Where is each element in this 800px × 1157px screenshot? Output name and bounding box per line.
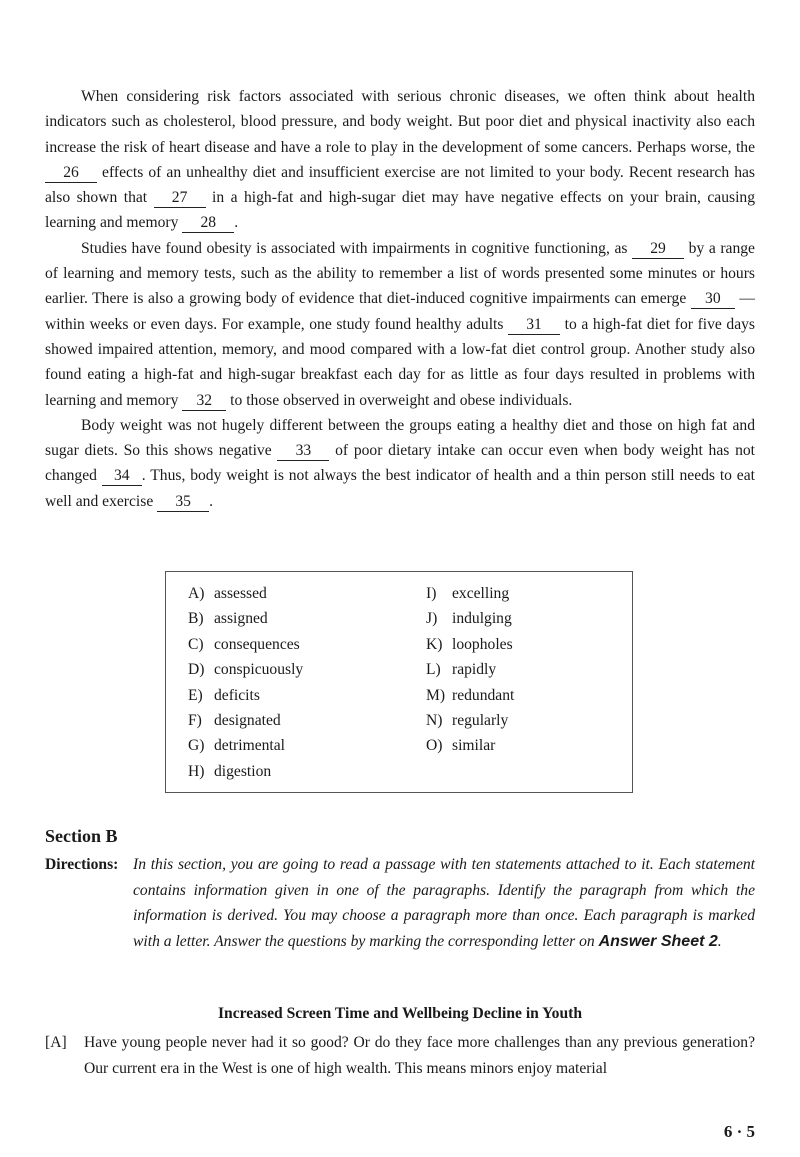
- word-bank: [165, 571, 633, 793]
- word-bank-right-column: [426, 581, 514, 759]
- blank-28[interactable]: 28: [182, 213, 234, 233]
- blank-27[interactable]: 27: [154, 188, 206, 208]
- word-option[interactable]: A) assessed: [188, 585, 267, 602]
- paragraph-a: [45, 1030, 755, 1081]
- word-option[interactable]: F) designated: [188, 712, 281, 730]
- blank-29[interactable]: 29: [632, 239, 684, 259]
- word-option[interactable]: D) conspicuously: [188, 661, 304, 679]
- answer-sheet-reference: Answer Sheet 2: [598, 932, 718, 950]
- paragraph-marker: [A]: [45, 1034, 67, 1051]
- passage-paragraph-3: Body weight was not hugely different between the groups eating a healthy diet and those on high fat and sugar diets. So this shows negative 33 of poor dietary intake can occur even when body weight has not changed 34 . Thus, body weight is not always the best indicator of health and a thin person still needs to eat well and exercise 35 .: [45, 416, 755, 510]
- word-option[interactable]: G) detrimental: [188, 737, 286, 755]
- word-option[interactable]: C) consequences: [188, 635, 300, 653]
- word-option[interactable]: B) assigned: [188, 610, 268, 628]
- blank-35[interactable]: 35: [157, 492, 209, 512]
- word-option[interactable]: H) digestion: [188, 762, 272, 780]
- paragraph-a-text: Have young people never had it so good? Or do they face more challenges than any previous generation? Our current era in the West is one of high wealth. This means minors enjoy material: [84, 1034, 755, 1077]
- passage-paragraph-2: Studies have found obesity is associated with impairments in cognitive functioning, as 29 by a range of learning and memory tests, such as the ability to remember a list of words presented some minutes or hours earlier. There is also a growing body of evidence that diet-induced cognitive impairments can emerge 30 —within weeks or even days. For example, one study found healthy adults 31 to a high-fat diet for five days showed impaired attention, memory, and mood compared with a low-fat diet control group. Another study also found eating a high-fat and high-sugar breakfast each day for as little as four days resulted in problems with learning and memory 32 to those observed in overweight and obese individuals.: [45, 239, 755, 409]
- cloze-passage: [45, 84, 755, 514]
- section-b-directions: [45, 852, 755, 954]
- blank-30[interactable]: 30: [691, 289, 735, 309]
- word-option[interactable]: M) redundant: [426, 686, 515, 704]
- blank-33[interactable]: 33: [277, 441, 329, 461]
- page-number: 6 · 5: [723, 1122, 755, 1141]
- word-option[interactable]: N) regularly: [426, 712, 509, 730]
- blank-34[interactable]: 34: [102, 466, 142, 486]
- passage-paragraph-1: When considering risk factors associated with serious chronic diseases, we often think about health indicators such as cholesterol, blood pressure, and body weight. But poor diet and physical inactivity also each increase the risk of heart disease and have a role to play in the development of some cancers. Perhaps worse, the 26 effects of an unhealthy diet and insufficient exercise are not limited to your body. Recent research has also shown that 27 in a high-fat and high-sugar diet may have negative effects on your brain, causing learning and memory 28 .: [45, 88, 756, 232]
- word-option[interactable]: I) excelling: [426, 585, 510, 602]
- passage-title: Increased Screen Time and Wellbeing Decline in Youth: [217, 1005, 583, 1022]
- word-option[interactable]: O) similar: [426, 737, 496, 755]
- blank-31[interactable]: 31: [508, 315, 560, 335]
- word-option[interactable]: E) deficits: [188, 686, 260, 704]
- directions-label: Directions:: [45, 856, 119, 873]
- word-option[interactable]: J) indulging: [426, 610, 512, 628]
- word-option[interactable]: L) rapidly: [426, 661, 497, 679]
- word-bank-left-column: [188, 581, 303, 784]
- blank-26[interactable]: 26: [45, 163, 97, 183]
- directions-text: In this section, you are going to read a passage with ten statements attached to it. Each statement contains information given in one of the paragraphs. Identify the paragraph from which the information is derived. You may choose a paragraph more than once. Each paragraph is marked with a letter. Answer the questions by marking the corresponding letter on Answer Sheet 2.: [133, 856, 755, 950]
- section-b-heading: Section B: [45, 826, 118, 846]
- blank-32[interactable]: 32: [182, 391, 226, 411]
- word-option[interactable]: K) loopholes: [426, 635, 513, 653]
